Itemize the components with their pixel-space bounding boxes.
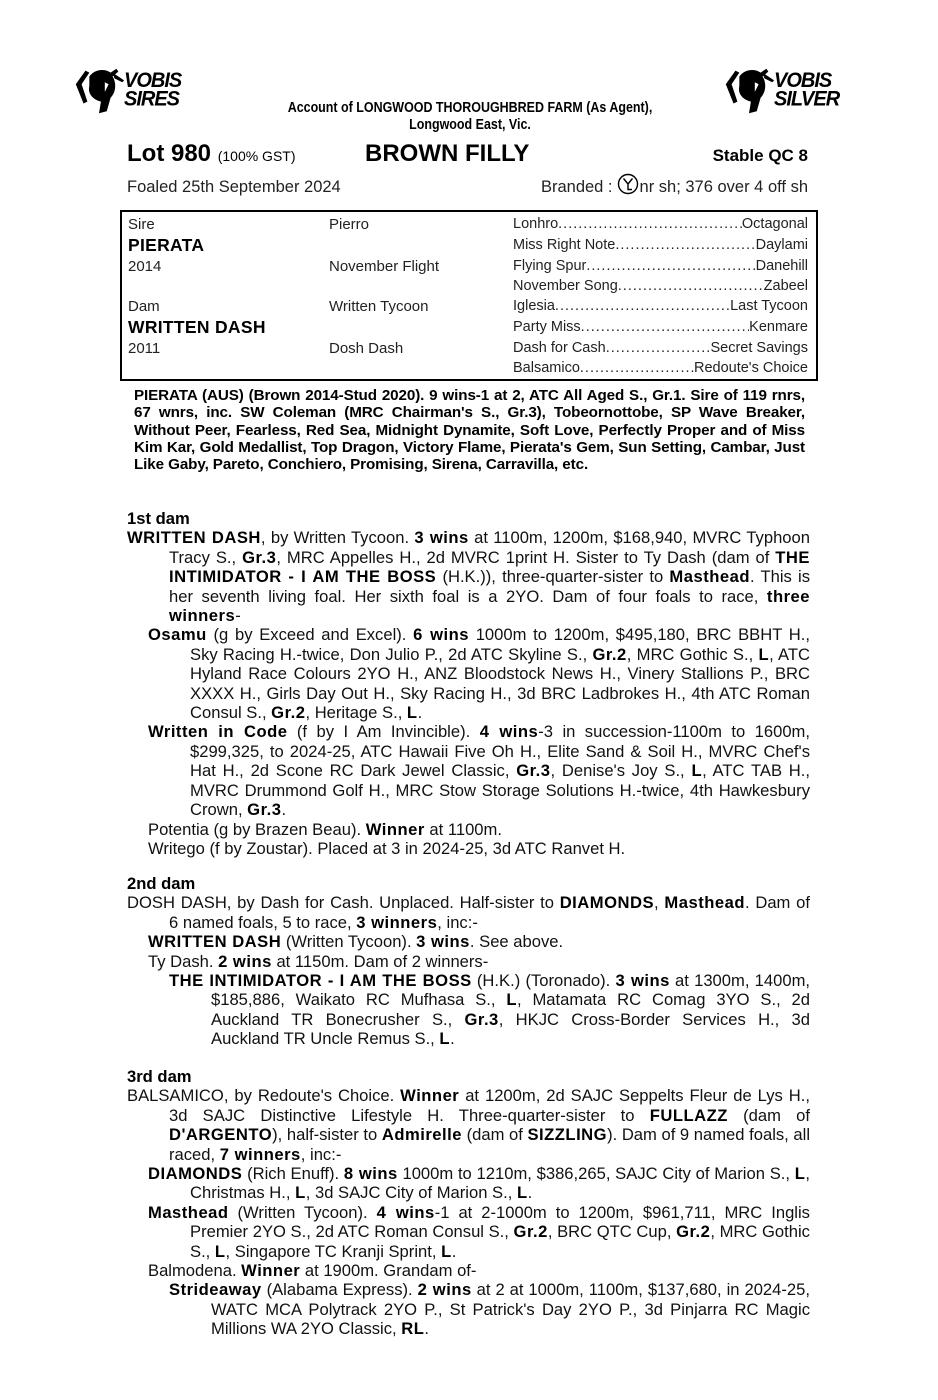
vobis-silver-logo [720, 62, 839, 118]
logo-right-line2: SILVER [774, 87, 840, 111]
dam-year: 2011 [128, 340, 161, 357]
progeny-entry: DIAMONDS (Rich Enuff). 8 wins 1000m to 1210m, $386,265, SAJC City of Marion S., L, Christmas H., L, 3d SAJC City of Marion S., L. [148, 1164, 810, 1203]
sire-year: 2014 [128, 258, 162, 275]
foal-info [127, 178, 808, 200]
gen3-right: Daylami [755, 237, 808, 253]
gen3-right: Zabeel [763, 278, 808, 294]
horse-name: DIAMONDS [148, 1164, 243, 1184]
account-line2: Longwood East, Vic. [409, 117, 531, 133]
sire-name: PIERATA [128, 235, 205, 255]
dam-dam: Dosh Dash [329, 340, 404, 357]
foaled-date: Foaled 25th September 2024 [127, 178, 341, 196]
gen3-left: Dash for Cash [513, 340, 606, 356]
dam-entry: WRITTEN DASH, by Written Tycoon. 3 wins at 1100m, 1200m, $168,940, MVRC Typhoon Tracy S., Gr.3, MRC Appelles H., 2d MVRC 1print H. Sister to Ty Dash (dam of THE INTIMIDATOR - I AM THE BOSS (H.K.)), three-quarter-sister to Masthead. This is her seventh living foal. Her sixth foal is a 2YO. Dam of four foals to race, three winners- [127, 528, 810, 626]
gen3-row [513, 319, 808, 335]
gen3-right: Last Tycoon [730, 298, 808, 314]
progeny-entry: Writego (f by Zoustar). Placed at 3 in 2024-25, 3d ATC Ranvet H. [148, 838, 626, 858]
logo-left-line1: VOBIS [124, 69, 182, 93]
pedigree-table [120, 210, 818, 381]
sire-sire: Pierro [329, 216, 370, 233]
second-dam-section [127, 874, 810, 1049]
horse-rider-icon [720, 62, 778, 118]
gen3-left: Flying Spur [513, 258, 587, 274]
horse-name: Masthead [148, 1202, 229, 1222]
horse-rider-icon [70, 62, 128, 118]
circled-y-brand-icon [617, 173, 639, 195]
lot-header [127, 140, 808, 168]
gen3-row [513, 258, 808, 274]
gen3-row [513, 360, 808, 376]
horse-name: WRITTEN DASH [127, 528, 261, 548]
gen3-right: Kenmare [749, 319, 808, 335]
gen3-left: Balsamico [513, 360, 580, 376]
section-title: 1st dam [127, 509, 190, 528]
vobis-sires-logo [70, 62, 181, 118]
grand-progeny-entry: THE INTIMIDATOR - I AM THE BOSS (H.K.) (Toronado). 3 wins at 1300m, 1400m, $185,886, Waikato RC Mufhasa S., L, Matamata RC Comag 3YO S., 2d Auckland TR Bonecrusher S., Gr.3, HKJC Cross-Border Services H., 3d Auckland TR Uncle Remus S., L. [169, 971, 810, 1049]
lot-title: BROWN FILLY [365, 140, 530, 167]
sire-summary: PIERATA (AUS) (Brown 2014-Stud 2020). 9 wins-1 at 2, ATC All Aged S., Gr.1. Sire of 119 rnrs, 67 wnrs, inc. SW Coleman (MRC Chairman's S., Gr.3), Tobeornottobe, SP Wave Breaker, Without Peer, Fearless, Red Sea, Midnight Dynamite, Soft Love, Perfectly Proper and of Miss Kim Kar, Gold Medallist, Top Dragon, Victory Flame, Pierata's Gem, Sun Setting, Cambar, Just Like Gaby, Pareto, Conchiero, Promising, Sirena, Carravilla, etc. [134, 387, 805, 474]
gen3-row [513, 278, 808, 294]
dam-name: WRITTEN DASH [128, 317, 266, 337]
gen3-left: November Song [513, 278, 618, 294]
horse-name: Strideaway [169, 1280, 262, 1300]
horse-name: WRITTEN DASH [148, 932, 282, 952]
gen3-left: Iglesia [513, 298, 555, 314]
gen3-row [513, 298, 808, 314]
logo-left-line2: SIRES [124, 87, 180, 111]
stable-location: Stable QC 8 [712, 146, 808, 165]
progeny-entry: Potentia (g by Brazen Beau). Winner at 1100m. [148, 819, 502, 839]
brand-text: nr sh; 376 over 4 off sh [639, 178, 808, 196]
horse-name: Written in Code [148, 722, 288, 742]
dam-label: Dam [128, 298, 160, 315]
grand-progeny-entry: Strideaway (Alabama Express). 2 wins at 2 at 1000m, 1100m, $137,680, in 2024-25, WATC MCA Polytrack 2YO P., St Patrick's Day 2YO P., 3d Pinjarra RC Magic Millions WA 2YO Classic, RL. [169, 1280, 810, 1339]
section-title: 2nd dam [127, 874, 196, 893]
gen3-row [513, 216, 808, 232]
horse-name: Osamu [148, 625, 207, 645]
progeny-entry: WRITTEN DASH (Written Tycoon). 3 wins. See above. [148, 932, 564, 952]
dam-entry: DOSH DASH, by Dash for Cash. Unplaced. Half-sister to DIAMONDS, Masthead. Dam of 6 named foals, 5 to race, 3 winners, inc:- [127, 893, 810, 932]
gen3-right: Redoute's Choice [693, 360, 808, 376]
progeny-entry: Masthead (Written Tycoon). 4 wins-1 at 2-1000m to 1200m, $961,711, MRC Inglis Premier 2YO S., 2d ATC Roman Consul S., Gr.2, BRC QTC Cup, Gr.2, MRC Gothic S., L, Singapore TC Kranji Sprint, L. [148, 1202, 810, 1261]
progeny-entry: Written in Code (f by I Am Invincible). 4 wins-3 in succession-1100m to 1600m, $299,325, to 2024-25, ATC Hawaii Five Oh H., Elite Sand & Soil H., MVRC Chef's Hat H., 2d Scone RC Dark Jewel Classic, Gr.3, Denise's Joy S., L, ATC TAB H., MVRC Drummond Golf H., MRC Stow Storage Solutions H.-twice, 4th Hawkesbury Crown, Gr.3. [148, 722, 810, 820]
third-dam-section [127, 1067, 810, 1339]
account-line1: Account of LONGWOOD THOROUGHBRED FARM (As Agent), [287, 100, 653, 116]
lot-number [127, 140, 296, 168]
branded-label: Branded : [540, 178, 613, 196]
vendor-account [246, 100, 693, 134]
first-dam-section [127, 509, 810, 858]
dam-sire: Written Tycoon [329, 298, 429, 315]
sire-label: Sire [128, 216, 155, 233]
lot-label: Lot 980 [127, 140, 212, 167]
gen3-right: Secret Savings [710, 340, 808, 356]
gen3-right: Danehill [755, 258, 808, 274]
gen3-left: Lonhro [513, 216, 559, 232]
dam-entry: BALSAMICO, by Redoute's Choice. Winner at 1200m, 2d SAJC Seppelts Fleur de Lys H., 3d SAJC Distinctive Lifestyle H. Three-quarter-sister to FULLAZZ (dam of D'ARGENTO), half-sister to Admirelle (dam of SIZZLING). Dam of 9 named foals, all raced, 7 winners, inc:- [127, 1086, 811, 1164]
gen3-left: Miss Right Note [513, 237, 616, 253]
gst-note: (100% GST) [217, 148, 296, 164]
progeny-entry: Ty Dash. 2 wins at 1150m. Dam of 2 winners- [148, 951, 489, 971]
gen3-right: Octagonal [741, 216, 808, 232]
gen3-left: Party Miss [513, 319, 581, 335]
brand-info [541, 178, 808, 197]
logo-right-line1: VOBIS [774, 69, 832, 93]
progeny-entry: Balmodena. Winner at 1900m. Grandam of- [148, 1261, 477, 1281]
progeny-entry: Osamu (g by Exceed and Excel). 6 wins 1000m to 1200m, $495,180, BRC BBHT H., Sky Racing H.-twice, Don Julio P., 2d ATC Skyline S., Gr.2, MRC Gothic S., L, ATC Hyland Race Colours 2YO H., ANZ Bloodstock News H., Vinery Stallions P., BRC XXXX H., Girls Day Out H., Sky Racing H., 3d BRC Ladbrokes H., 4th ATC Roman Consul S., Gr.2, Heritage S., L. [148, 625, 811, 723]
sire-dam: November Flight [329, 258, 440, 275]
horse-name: THE INTIMIDATOR - I AM THE BOSS [169, 971, 472, 991]
gen3-row [513, 340, 808, 356]
section-title: 3rd dam [127, 1067, 192, 1086]
gen3-row [513, 237, 808, 253]
